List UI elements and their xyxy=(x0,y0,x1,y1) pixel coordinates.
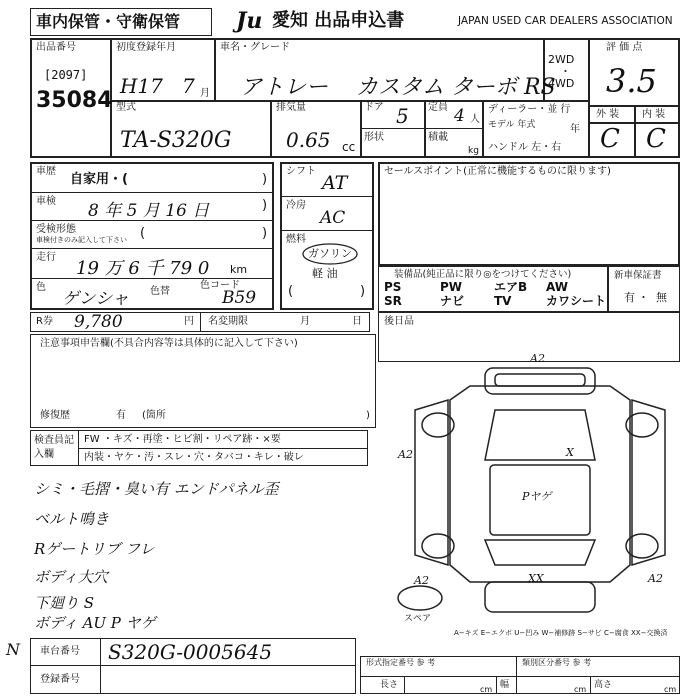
model-code-label: 型式 xyxy=(116,102,136,113)
year-unit: 年 xyxy=(570,124,580,135)
shift-value: AT xyxy=(322,172,348,194)
equipment-item: SR xyxy=(384,294,402,308)
name-change-day: 日 xyxy=(352,316,362,327)
lot-number-label: 出品番号 xyxy=(36,42,76,53)
wheel-rear-right xyxy=(626,534,658,558)
equipment-item: エアB xyxy=(494,280,528,294)
door-label: ドア xyxy=(364,102,384,113)
recycle-value: 9,780 xyxy=(74,312,123,332)
handle-label: ハンドル 左・右 xyxy=(488,142,562,153)
check-row-exterior: FW ・キズ・再塗・ヒビ割・リペア跡・×要 xyxy=(84,434,281,445)
side-mark: N xyxy=(6,640,20,659)
form-title: 愛知 出品申込書 xyxy=(272,10,405,31)
recycle-label: R券 xyxy=(36,316,53,327)
exterior-label: 外 装 xyxy=(596,109,620,120)
lot-small-number: [2097] xyxy=(44,68,88,82)
displacement-value: 0.65 xyxy=(286,128,331,152)
repair-history-label: 修復歴 xyxy=(40,410,70,421)
handwritten-note: ボディ AU P ヤゲ xyxy=(34,614,156,632)
association-name: JAPAN USED CAR DEALERS ASSOCIATION xyxy=(458,15,673,27)
inspection-form-label: 受検形態 xyxy=(36,224,76,235)
damage-mark: A2 xyxy=(414,574,429,587)
later-install-label: 後日品 xyxy=(384,316,414,327)
name-change-month: 月 xyxy=(300,316,310,327)
handwritten-note: ベルト鳴き xyxy=(34,510,110,528)
car-left-side xyxy=(415,400,448,565)
gasoline-circle xyxy=(300,242,360,266)
first-registration-value: H17 xyxy=(120,74,163,98)
car-front-view xyxy=(485,368,595,394)
interior-grade: C xyxy=(646,124,666,154)
fuel-label: 燃料 xyxy=(286,234,306,245)
spare-label: スペア xyxy=(404,614,432,624)
load-unit: kg xyxy=(468,146,479,156)
chassis-label: 車台番号 xyxy=(40,646,80,657)
history-value: 自家用・( xyxy=(70,172,128,187)
warranty-separator: ・ xyxy=(638,291,649,304)
inspection-close: ) xyxy=(262,198,268,213)
check-row-interior: 内装・ヤケ・汚・スレ・穴・タバコ・キレ・破レ xyxy=(84,452,304,463)
damage-mark: A2 xyxy=(530,352,545,365)
shape-label: 形状 xyxy=(364,132,384,143)
mileage-value: 19 万 6 千 79 0 xyxy=(76,258,210,279)
damage-mark: X xyxy=(566,446,574,459)
height-label: 高さ xyxy=(594,680,613,690)
storage-title: 車内保管・守衛保管 xyxy=(36,12,181,31)
repair-place-label: (箇所 xyxy=(142,410,166,421)
warranty-none: 無 xyxy=(656,291,667,304)
sales-point-label: セールスポイント(正常に機能するものに限ります) xyxy=(384,166,611,177)
repair-history-value: 有 xyxy=(116,410,126,421)
damage-mark: A2 xyxy=(398,448,413,461)
interior-label: 内 装 xyxy=(642,109,666,120)
repair-place-close: ) xyxy=(366,410,370,421)
door-count: 5 xyxy=(396,104,409,128)
car-right-side xyxy=(632,400,665,565)
fuel-diesel: 軽 油 xyxy=(312,267,338,280)
shift-label: シフト xyxy=(286,166,316,177)
equipment-item: TV xyxy=(494,294,512,308)
cooling-label: 冷房 xyxy=(286,200,306,211)
class-number-label: 類別区分番号 参 考 xyxy=(522,658,592,667)
exterior-grade: C xyxy=(600,124,620,154)
registration-label: 登録番号 xyxy=(40,674,80,685)
dealer-label: ディーラー・並 行 xyxy=(488,104,571,115)
car-name: アトレー xyxy=(240,75,329,100)
model-year-label: モデル 年式 xyxy=(488,120,536,130)
handwritten-note: 下廻り S xyxy=(34,594,95,612)
color-label: 色 xyxy=(36,282,46,293)
displacement-unit: cc xyxy=(342,140,356,154)
damage-mark: XX xyxy=(528,572,544,585)
displacement-label: 排気量 xyxy=(276,102,306,113)
inspector-label: 検査員記入欄 xyxy=(34,435,74,460)
history-label: 車歴 xyxy=(36,166,56,177)
spare-tire xyxy=(398,586,442,610)
capacity-unit: 人 xyxy=(470,114,480,125)
color-code-value: B59 xyxy=(222,288,257,308)
handwritten-note: ボディ大穴 xyxy=(34,568,108,586)
handwritten-note: シミ・毛摺・臭い有 エンドパネル歪 xyxy=(34,480,279,498)
equipment-item: AW xyxy=(546,280,568,294)
color-code-label: 色コード xyxy=(200,280,240,291)
drive-2wd: 2WD xyxy=(548,53,575,66)
inspection-form-note: 車検付きのみ記入して下さい xyxy=(36,236,127,244)
damage-legend: A−キズ E−エクボ U−凹み W−補修跡 S−サビ C−腐食 XX−交換済 xyxy=(454,629,668,637)
mileage-unit: km xyxy=(230,263,248,276)
form-cert-label: 形式指定番号 参 考 xyxy=(366,658,436,667)
warranty-label: 新車保証書 xyxy=(614,270,662,281)
load-label: 積載 xyxy=(428,132,448,143)
fuel-gasoline: ガソリン xyxy=(308,247,352,260)
month-unit: 月 xyxy=(200,88,210,99)
first-registration-month: 7 xyxy=(182,74,195,98)
caution-label: 注意事項申告欄(不具合内容等は具体的に記入して下さい) xyxy=(40,338,298,349)
wheel-front-right xyxy=(626,413,658,437)
car-name-label: 車名・グレード xyxy=(220,42,290,53)
lot-number: 35084 xyxy=(36,88,113,113)
first-registration-label: 初度登録年月 xyxy=(116,42,176,53)
inspection-label: 車検 xyxy=(36,196,56,207)
equipment-item: ナビ xyxy=(440,294,465,308)
warranty-have: 有 xyxy=(624,291,635,304)
handwritten-note: Rゲートリブ フレ xyxy=(34,540,155,558)
model-code: TA-S320G xyxy=(120,128,232,153)
width-unit: cm xyxy=(574,685,587,694)
color-value: ゲンシャ xyxy=(62,289,129,309)
damage-mark: Pヤゲ xyxy=(522,490,552,503)
width-label: 幅 xyxy=(500,680,510,690)
capacity-label: 定員 xyxy=(428,102,448,113)
drive-4wd: 4WD xyxy=(548,77,575,90)
wheel-front-left xyxy=(422,413,454,437)
inspection-form-close: ) xyxy=(262,226,268,241)
score-label: 評 価 点 xyxy=(606,42,643,53)
car-top-outline xyxy=(450,386,630,582)
name-change-label: 名変期限 xyxy=(208,316,248,327)
fuel-open: ( xyxy=(288,284,294,299)
equipment-item: PS xyxy=(384,280,402,294)
capacity-value: 4 xyxy=(454,106,465,126)
damage-mark: A2 xyxy=(648,572,663,585)
mileage-label: 走行 xyxy=(36,252,56,263)
equipment-label: 装備品(純正品に限り◎をつけてください) xyxy=(394,269,572,280)
equipment-item: PW xyxy=(440,280,463,294)
cooling-value: AC xyxy=(320,208,346,228)
drive-separator: ・ xyxy=(560,65,571,78)
height-unit: cm xyxy=(664,685,677,694)
color-change-label: 色替 xyxy=(150,286,170,297)
equipment-item: カワシート xyxy=(546,294,607,308)
inspection-form-open: ( xyxy=(140,226,146,241)
fuel-close: ) xyxy=(360,284,366,299)
history-close: ) xyxy=(262,172,268,187)
length-unit: cm xyxy=(480,685,493,694)
score-value: 3.5 xyxy=(606,62,657,100)
car-grade: カスタム ターボ RS xyxy=(356,75,556,100)
inspection-expiry: 8 年 5 月 16 日 xyxy=(88,201,210,221)
sales-point-box xyxy=(378,162,680,266)
wheel-rear-left xyxy=(422,534,454,558)
car-rear-view xyxy=(485,582,595,612)
ju-logo: Ju xyxy=(236,8,263,34)
recycle-unit: 円 xyxy=(184,316,194,327)
chassis-number: S320G-0005645 xyxy=(108,640,273,664)
length-label: 長さ xyxy=(380,680,399,690)
